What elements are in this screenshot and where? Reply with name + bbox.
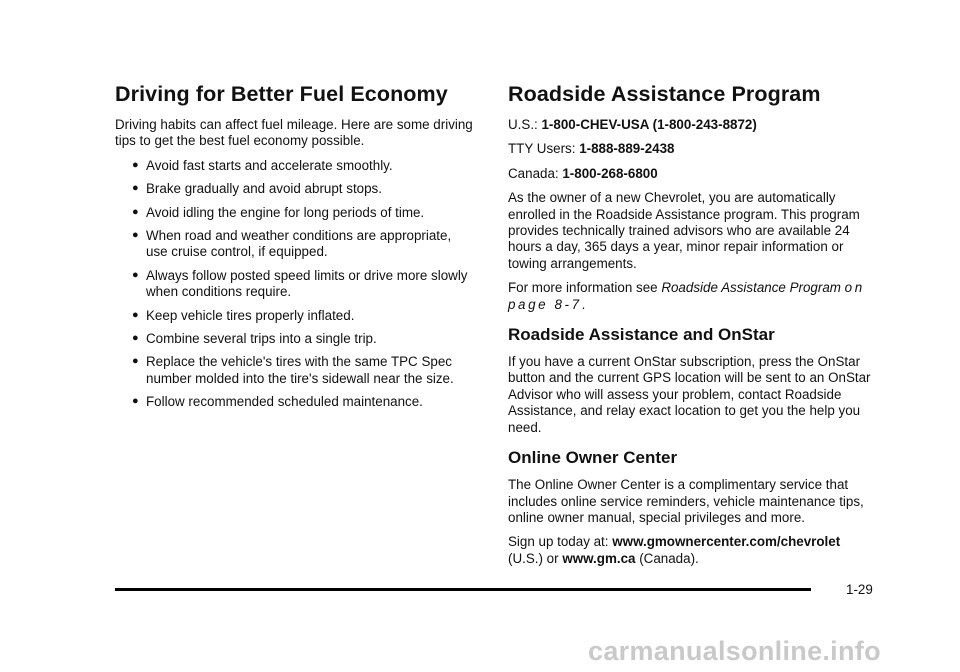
bullet-icon: ● <box>132 308 139 321</box>
fuel-economy-intro: Driving habits can affect fuel mileage. Here are some driving tips to get the best fuel economy possible. <box>115 117 473 149</box>
us-phone-line: U.S.: 1-800-CHEV-USA (1-800-243-8872) <box>508 117 757 132</box>
tty-phone-number: 1-888-889-2438 <box>579 141 675 157</box>
onstar-heading: Roadside Assistance and OnStar <box>508 325 775 345</box>
list-item: ● Combine several trips into a single trip. <box>132 331 377 347</box>
canada-phone-number: 1-800-268-6800 <box>562 165 658 181</box>
signup-line: Sign up today at: www.gmownercenter.com/chevrolet (U.S.) or www.gm.ca (Canada). <box>508 534 841 566</box>
canada-phone-line: Canada: 1-800-268-6800 <box>508 165 658 181</box>
list-item: ● Keep vehicle tires properly inflated. <box>132 307 355 323</box>
roadside-heading: Roadside Assistance Program <box>508 82 821 106</box>
list-item: ● Always follow posted speed limits or drive more slowly when conditions require. <box>132 267 468 300</box>
bullet-icon: ● <box>132 229 139 242</box>
list-item: ● Follow recommended scheduled maintenance. <box>132 394 423 410</box>
owner-center-body: The Online Owner Center is a complimentary service that includes online service reminders, vehicle maintenance tips, online owner manual, special privileges and more. <box>508 477 864 525</box>
bullet-icon: ● <box>132 205 139 218</box>
bullet-icon: ● <box>132 268 139 281</box>
roadside-program-link[interactable]: Roadside Assistance Program <box>661 280 841 296</box>
list-item: ● Avoid idling the engine for long periods of time. <box>132 204 425 220</box>
owner-center-heading: Online Owner Center <box>508 448 678 468</box>
page-number: 1-29 <box>846 582 873 597</box>
bullet-icon: ● <box>132 355 139 368</box>
right-column <box>508 82 878 575</box>
canada-url-link[interactable]: www.gm.ca <box>562 550 636 566</box>
list-item: ● Brake gradually and avoid abrupt stops. <box>132 181 382 197</box>
list-item: ● Avoid fast starts and accelerate smoothly. <box>132 157 393 173</box>
bullet-icon: ● <box>132 332 139 345</box>
onstar-body: If you have a current OnStar subscription, press the OnStar button and the current GPS location will be sent to an OnStar Advisor who will assess your problem, contact Roadside Assistance, and relay exact location to get you the help you need. <box>508 354 871 435</box>
left-column <box>115 82 475 418</box>
fuel-tips-list <box>115 158 475 411</box>
list-item: ● Replace the vehicle's tires with the same TPC Spec number molded into the tire's sidewall near the size. <box>132 354 454 386</box>
list-item: ● When road and weather conditions are appropriate, use cruise control, if equipped. <box>132 228 452 260</box>
watermark: carmanualsonline.info <box>588 636 881 666</box>
us-url-link[interactable]: www.gmownercenter.com/chevrolet <box>612 534 841 550</box>
bullet-icon: ● <box>132 182 139 195</box>
footer-rule <box>115 588 811 591</box>
bullet-icon: ● <box>132 158 139 171</box>
tty-phone-line: TTY Users: 1-888-889-2438 <box>508 141 675 157</box>
us-phone-number: 1-800-CHEV-USA (1-800-243-8872) <box>541 117 757 132</box>
more-info-line: For more information see Roadside Assistance Program on page 8-7. <box>508 280 865 312</box>
page-reference-link[interactable]: on page 8-7 <box>508 280 865 312</box>
roadside-body: As the owner of a new Chevrolet, you are automatically enrolled in the Roadside Assistance program. This program provides technically trained advisors who are available 24 hours a day, 365 days a year, minor repair information or towing arrangements. <box>508 190 860 271</box>
bullet-icon: ● <box>132 395 139 408</box>
fuel-economy-heading: Driving for Better Fuel Economy <box>115 82 448 106</box>
